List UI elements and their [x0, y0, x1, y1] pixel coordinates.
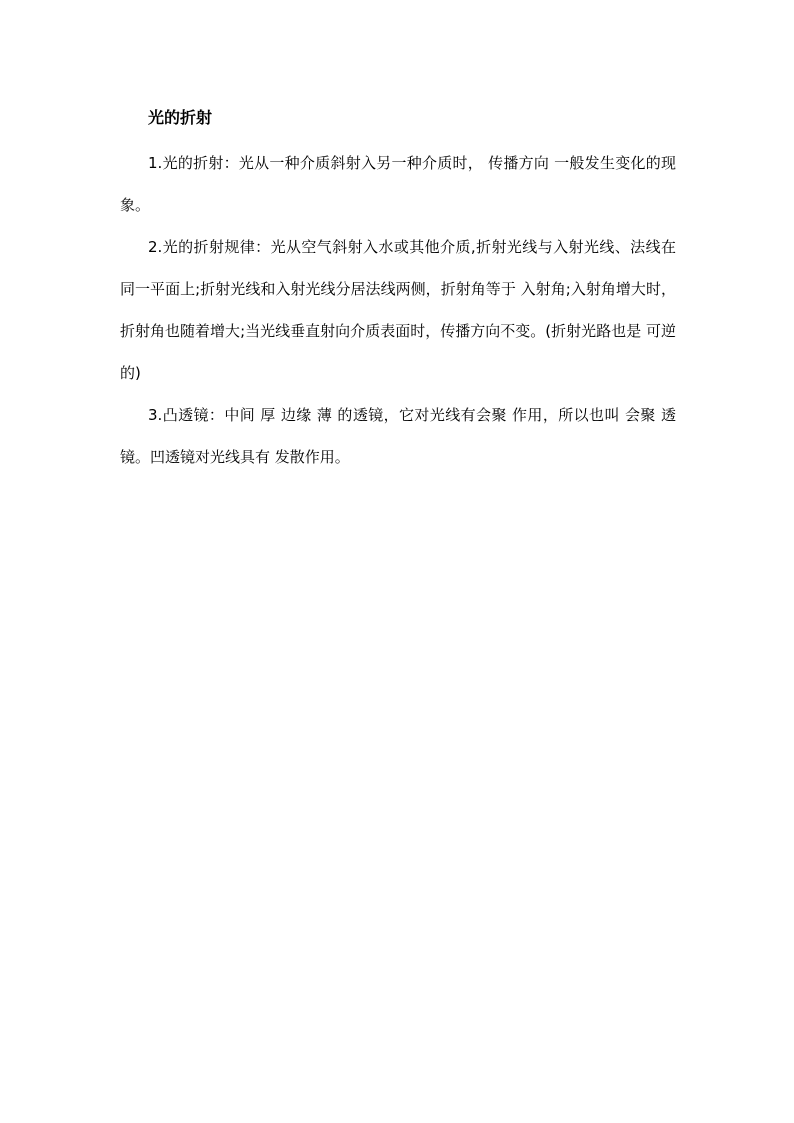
document-body: [120, 103, 676, 478]
section-title: 光的折射: [148, 108, 213, 127]
paragraph-refraction-law: 2.光的折射规律：光从空气斜射入水或其他介质,折射光线与入射光线、法线在同一平面上;折射光线和入射光线分居法线两侧，折射角等于 入射角;入射角增大时，折射角也随着增大;当光线垂直射向介质表面时，传播方向不变。(折射光路也是 可逆 的): [120, 238, 676, 382]
paragraph-refraction-definition: 1.光的折射：光从一种介质斜射入另一种介质时， 传播方向 一般发生变化的现象。: [120, 154, 676, 214]
paragraph-lenses: 3.凸透镜：中间 厚 边缘 薄 的透镜，它对光线有会聚 作用，所以也叫 会聚 透镜。凹透镜对光线具有 发散作用。: [120, 406, 676, 466]
